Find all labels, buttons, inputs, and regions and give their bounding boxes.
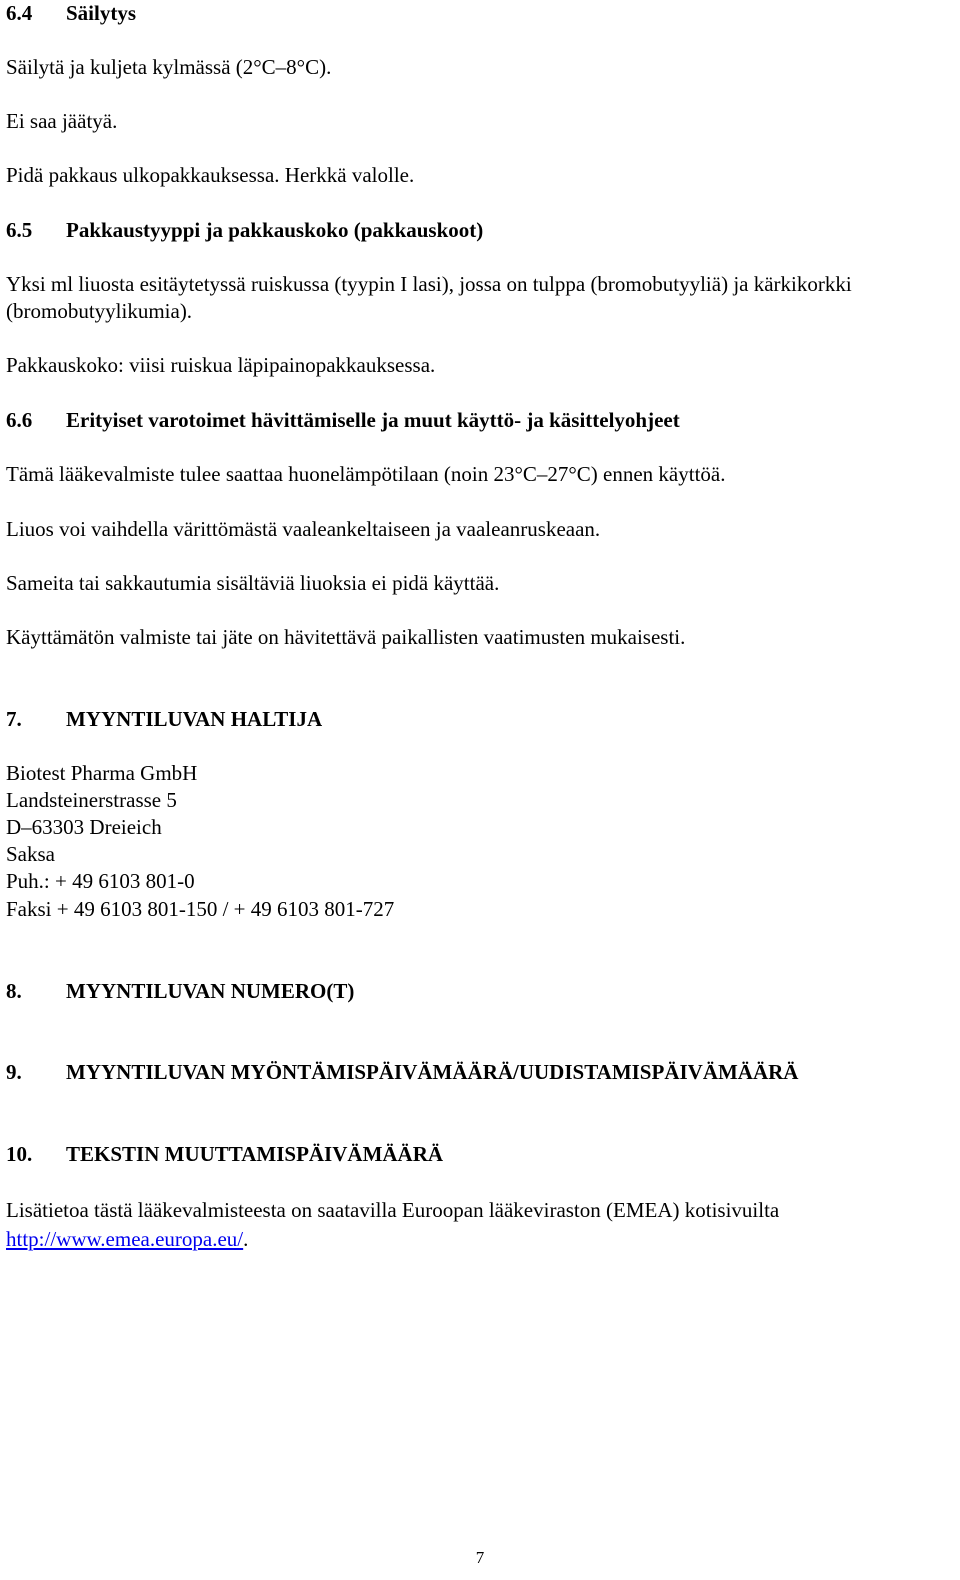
- section-number: 6.5: [6, 218, 33, 242]
- section-10-heading: [6, 1141, 443, 1167]
- link-line: [6, 1226, 248, 1252]
- address-line: Landsteinerstrasse 5: [6, 788, 177, 812]
- paragraph: Lisätietoa tästä lääkevalmisteesta on saatavilla Euroopan lääkeviraston (EMEA) kotisivuilta: [6, 1198, 780, 1222]
- page-number: 7: [475, 1548, 485, 1567]
- section-title: MYYNTILUVAN MYÖNTÄMISPÄIVÄMÄÄRÄ/UUDISTAMISPÄIVÄMÄÄRÄ: [66, 1060, 799, 1084]
- paragraph: Säilytä ja kuljeta kylmässä (2°C–8°C).: [6, 55, 332, 79]
- section-7-heading: [6, 706, 322, 732]
- section-title: Pakkaustyyppi ja pakkauskoko (pakkauskoot): [66, 218, 484, 242]
- section-number: 10.: [6, 1142, 33, 1166]
- section-9-heading: [6, 1059, 798, 1085]
- section-number: 6.4: [6, 1, 33, 25]
- paragraph: (bromobutyylikumia).: [6, 299, 193, 323]
- paragraph: Sameita tai sakkautumia sisältäviä liuoksia ei pidä käyttää.: [6, 571, 500, 595]
- link-suffix: .: [243, 1227, 249, 1251]
- section-6-5-heading: [6, 217, 483, 243]
- phone-line: Puh.: + 49 6103 801-0: [6, 869, 195, 893]
- address-line: D–63303 Dreieich: [6, 815, 162, 839]
- section-number: 8.: [6, 979, 22, 1003]
- section-number: 6.6: [6, 408, 33, 432]
- paragraph: Tämä lääkevalmiste tulee saattaa huonelämpötilaan (noin 23°C–27°C) ennen käyttöä.: [6, 462, 726, 486]
- section-title: Säilytys: [66, 1, 137, 25]
- address-line: Saksa: [6, 842, 55, 866]
- paragraph: Pakkauskoko: viisi ruiskua läpipainopakkauksessa.: [6, 353, 436, 377]
- section-number: 7.: [6, 707, 22, 731]
- emea-website-link[interactable]: http://www.emea.europa.eu/: [6, 1227, 244, 1251]
- fax-line: Faksi + 49 6103 801-150 / + 49 6103 801-727: [6, 897, 395, 921]
- paragraph: Ei saa jäätyä.: [6, 109, 118, 133]
- section-title: MYYNTILUVAN NUMERO(T): [66, 979, 355, 1003]
- address-line: Biotest Pharma GmbH: [6, 761, 198, 785]
- paragraph: Liuos voi vaihdella värittömästä vaaleankeltaiseen ja vaaleanruskeaan.: [6, 517, 601, 541]
- section-6-6-heading: [6, 407, 680, 433]
- paragraph: Pidä pakkaus ulkopakkauksessa. Herkkä valolle.: [6, 163, 415, 187]
- paragraph: Käyttämätön valmiste tai jäte on hävitettävä paikallisten vaatimusten mukaisesti.: [6, 625, 686, 649]
- section-6-4-heading: [6, 0, 136, 26]
- section-number: 9.: [6, 1060, 22, 1084]
- section-title: MYYNTILUVAN HALTIJA: [66, 707, 323, 731]
- section-8-heading: [6, 978, 354, 1004]
- section-title: TEKSTIN MUUTTAMISPÄIVÄMÄÄRÄ: [66, 1142, 444, 1166]
- paragraph: Yksi ml liuosta esitäytetyssä ruiskussa (tyypin I lasi), jossa on tulppa (bromobutyyliä) ja kärkikorkki: [6, 272, 852, 296]
- section-title: Erityiset varotoimet hävittämiselle ja muut käyttö- ja käsittelyohjeet: [66, 408, 680, 432]
